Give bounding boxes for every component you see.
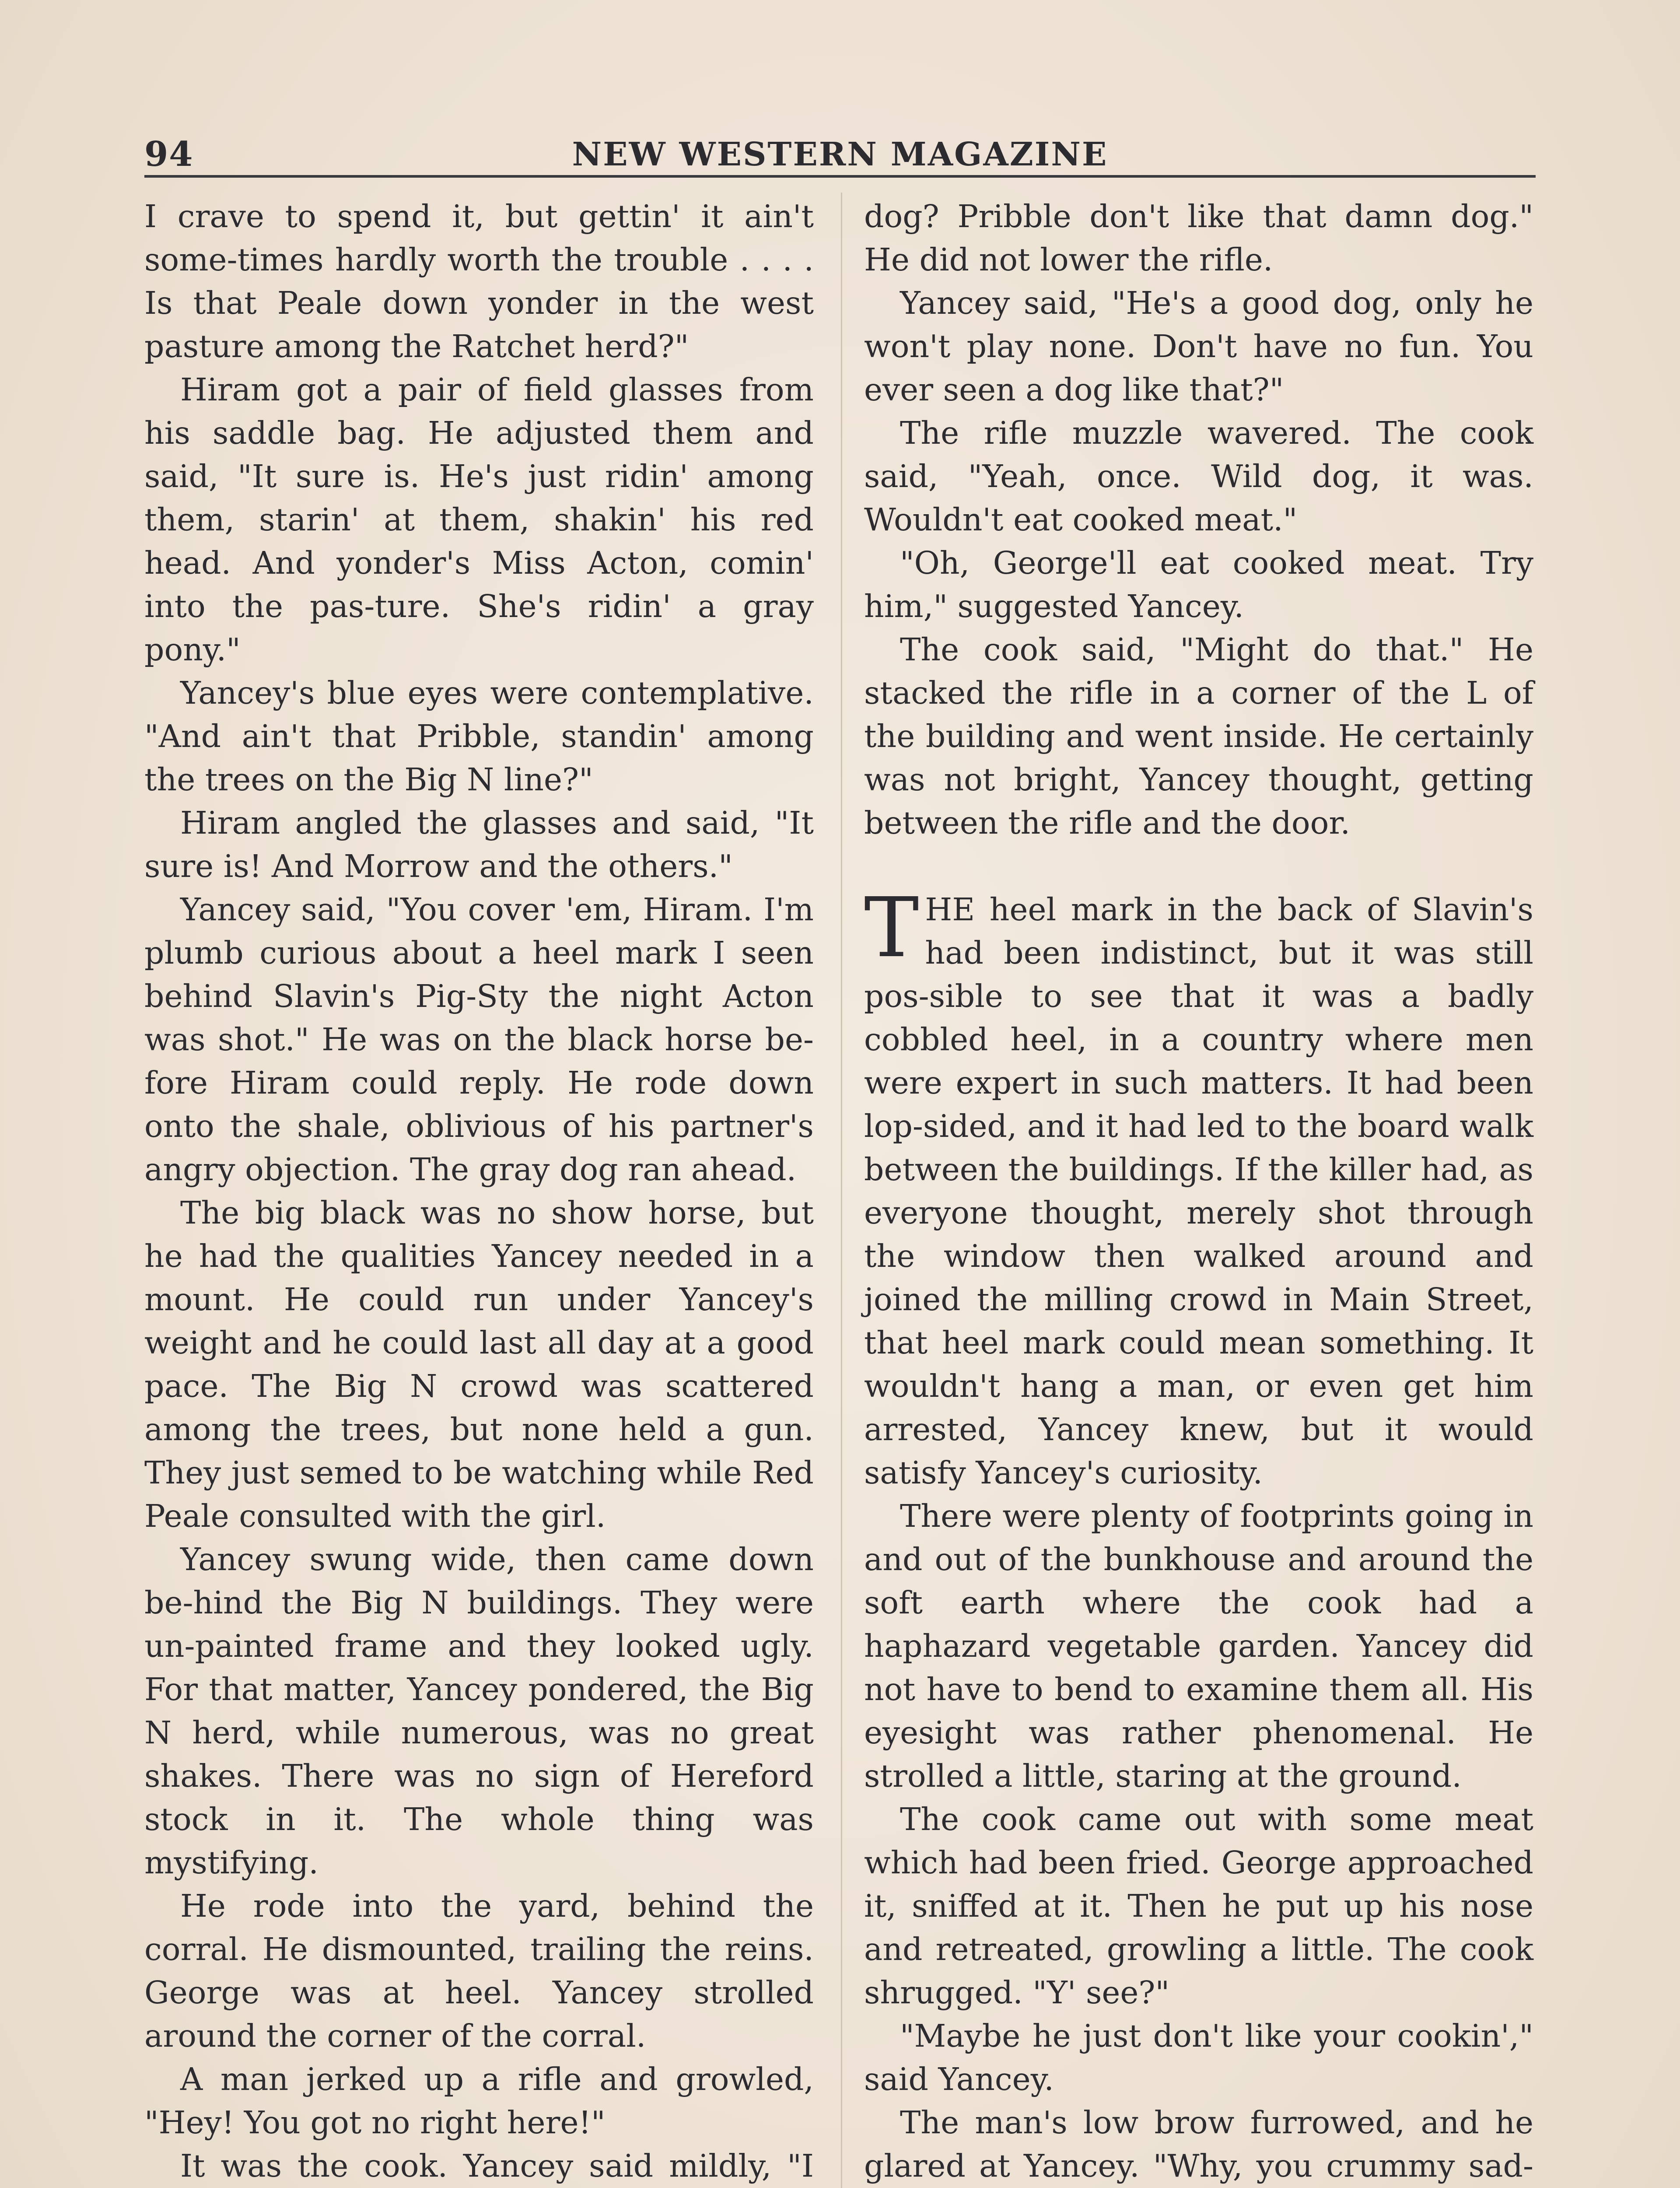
paragraph: "Maybe he just don't like your cookin'," said Yancey. [864, 2018, 1533, 2097]
header-rule [144, 175, 1536, 178]
paragraph: The rifle muzzle wavered. The cook said, "Yeah, once. Wild dog, it was. Wouldn't eat cooked meat." [864, 415, 1533, 538]
paragraph: Yancey said, "You cover 'em, Hiram. I'm plumb curious about a heel mark I seen behind Slavin's Pig-Sty the night Acton was shot." He was on the black horse be-fore Hiram could reply. He rode down onto the shale, oblivious of his partner's angry objection. The gray dog ran ahead. [144, 891, 814, 1188]
paragraph: He rode into the yard, behind the corral. He dismounted, trailing the reins. George was at heel. Yancey strolled around the corner of the corral. [144, 1888, 814, 2054]
paragraph: The cook came out with some meat which had been fried. George approached it, sniffed at it. Then he put up his nose and retreated, growling a little. The cook shrugged. "Y' see?" [864, 1801, 1533, 2011]
paragraph: "Oh, George'll eat cooked meat. Try him," suggested Yancey. [864, 545, 1533, 624]
paragraph: Yancey's blue eyes were contemplative. "And ain't that Pribble, standin' among the trees on the Big N line?" [144, 675, 814, 798]
column-divider [841, 193, 842, 2188]
page-number: 94 [144, 134, 194, 174]
left-column [144, 195, 814, 2188]
section-opening-text: HE heel mark in the back of Slavin's had been indistinct, but it was still pos-sible to see that it was a badly cobbled heel, in a country where men were expert in such matters. It had been lop-sided, and it had led to the board walk between the buildings. If the killer had, as everyone thought, merely shot through the window then walked around and joined the milling crowd in Main Street, that heel mark could mean something. It wouldn't hang a man, or even get him arrested, Yancey knew, but it would satisfy Yancey's curiosity. [864, 891, 1533, 1491]
paragraph: Yancey swung wide, then came down be-hind the Big N buildings. They were un-painted frame and they looked ugly. For that matter, Yancey pondered, the Big N herd, while numerous, was no great shakes. There was no sign of Hereford stock in it. The whole thing was mystifying. [144, 1541, 814, 1881]
paragraph: The cook said, "Might do that." He stacked the rifle in a corner of the L of the building and went inside. He certainly was not bright, Yancey thought, getting between the rifle and the door. [864, 631, 1533, 841]
paragraph: Hiram got a pair of field glasses from his saddle bag. He adjusted them and said, "It sure is. He's just ridin' among them, starin' at them, shakin' his red head. And yonder's Miss Acton, comin' into the pas-ture. She's ridin' a gray pony." [144, 372, 814, 668]
paragraph: dog? Pribble don't like that damn dog." He did not lower the rifle. [864, 198, 1533, 278]
paragraph: Yancey said, "He's a good dog, only he won't play none. Don't have no fun. You ever seen a dog like that?" [864, 285, 1533, 408]
paragraph: I crave to spend it, but gettin' it ain't some-times hardly worth the trouble . . . . Is that Peale down yonder in the west pasture among the Ratchet herd?" [144, 198, 814, 365]
right-column [864, 195, 1533, 2188]
drop-cap: T [864, 880, 919, 976]
paragraph: It was the cook. Yancey said mildly, "I [180, 2148, 814, 2184]
magazine-title: NEW WESTERN MAGAZINE [572, 136, 1108, 173]
paragraph: The man's low brow furrowed, and he glared at Yancey. "Why, you crummy sad- [864, 2104, 1533, 2184]
paragraph: The big black was no show horse, but he had the qualities Yancey needed in a mount. He could run under Yancey's weight and he could last all day at a good pace. The Big N crowd was scattered among the trees, but none held a gun. They just semed to be watching while Red Peale consulted with the girl. [144, 1195, 814, 1534]
paragraph: There were plenty of footprints going in and out of the bunkhouse and around the soft earth where the cook had a haphazard vegetable garden. Yancey did not have to bend to examine them all. His eyesight was rather phenomenal. He strolled a little, staring at the ground. [864, 1498, 1533, 1794]
section-opening-paragraph [864, 880, 1533, 1494]
page-header [144, 130, 1536, 179]
paragraph: Hiram angled the glasses and said, "It sure is! And Morrow and the others." [144, 805, 814, 884]
paragraph: A man jerked up a rifle and growled, "Hey! You got no right here!" [144, 2061, 814, 2141]
